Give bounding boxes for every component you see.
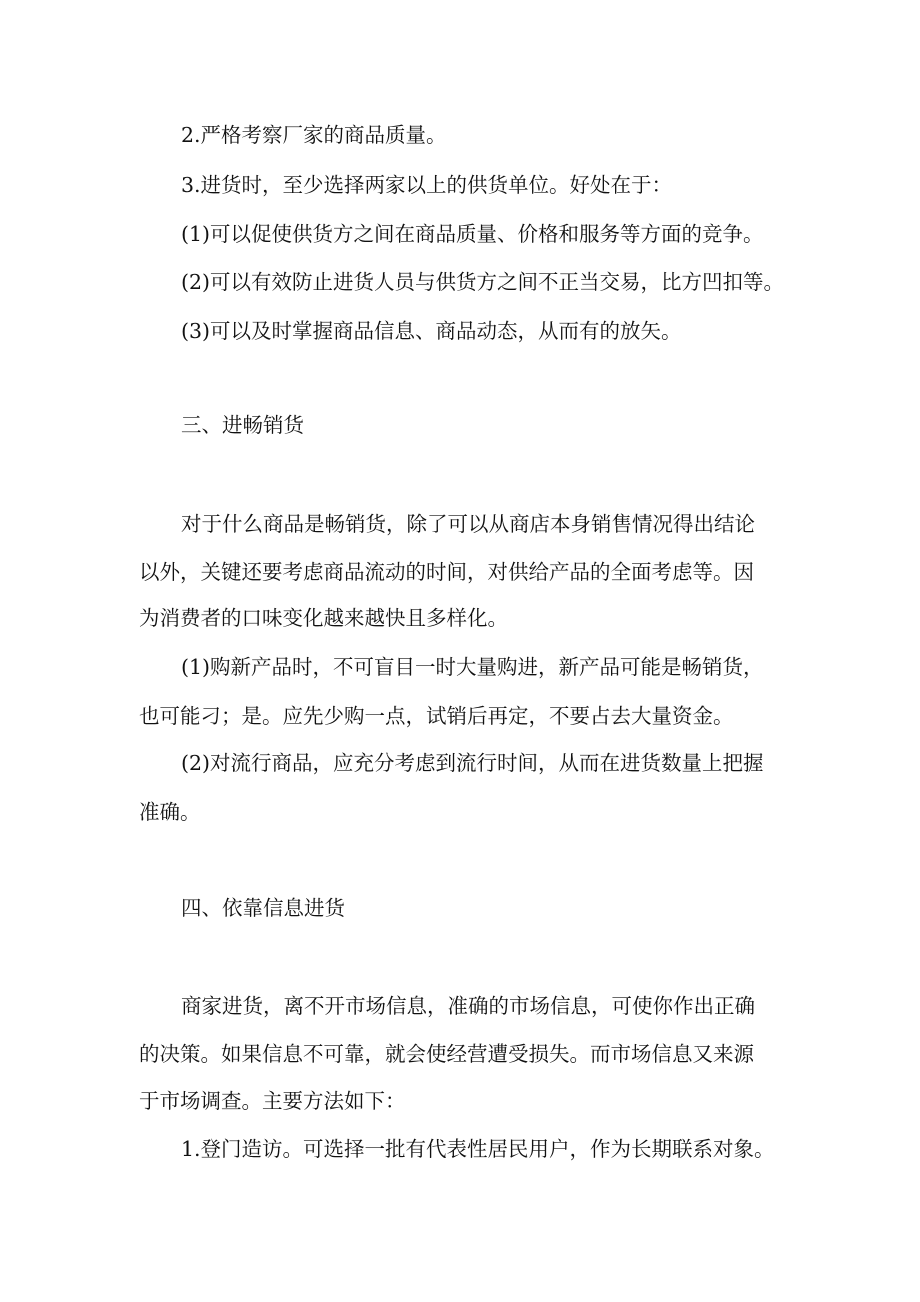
paragraph-line: 以外，关键还要考虑商品流动的时间，对供给产品的全面考虑等。因 (139, 560, 754, 584)
list-item-suppliers: 3.进货时，至少选择两家以上的供货单位。好处在于： (181, 173, 673, 197)
sub-item-information: (3)可以及时掌握商品信息、商品动态，从而有的放矢。 (181, 319, 682, 343)
sub-item-trend-products-cont: 准确。 (139, 800, 201, 824)
paragraph-line: 的决策。如果信息不可靠，就会使经营遭受损失。而市场信息又来源 (139, 1042, 754, 1066)
paragraph-line: 对于什么商品是畅销货，除了可以从商店本身销售情况得出结论 (181, 512, 755, 536)
paragraph-line: 为消费者的口味变化越来越快且多样化。 (139, 606, 508, 630)
list-item-visit: 1.登门造访。可选择一批有代表性居民用户，作为长期联系对象。 (181, 1137, 775, 1161)
sub-item-trend-products: (2)对流行商品，应充分考虑到流行时间，从而在进货数量上把握 (181, 751, 764, 775)
sub-item-competition: (1)可以促使供货方之间在商品质量、价格和服务等方面的竞争。 (181, 222, 764, 246)
sub-item-new-products: (1)购新产品时，不可盲目一时大量购进，新产品可能是畅销货， (181, 655, 764, 679)
paragraph-line: 于市场调查。主要方法如下： (139, 1089, 406, 1113)
paragraph-line: 商家进货，离不开市场信息，准确的市场信息，可使你作出正确 (181, 994, 755, 1018)
sub-item-new-products-cont: 也可能刁；是。应先少购一点，试销后再定，不要占去大量资金。 (139, 704, 734, 728)
section-heading-4: 四、依靠信息进货 (181, 896, 345, 920)
sub-item-prevent-improper: (2)可以有效防止进货人员与供货方之间不正当交易，比方凹扣等。 (181, 270, 785, 294)
list-item-quality: 2.严格考察厂家的商品质量。 (181, 123, 447, 147)
section-heading-3: 三、进畅销货 (181, 413, 304, 437)
